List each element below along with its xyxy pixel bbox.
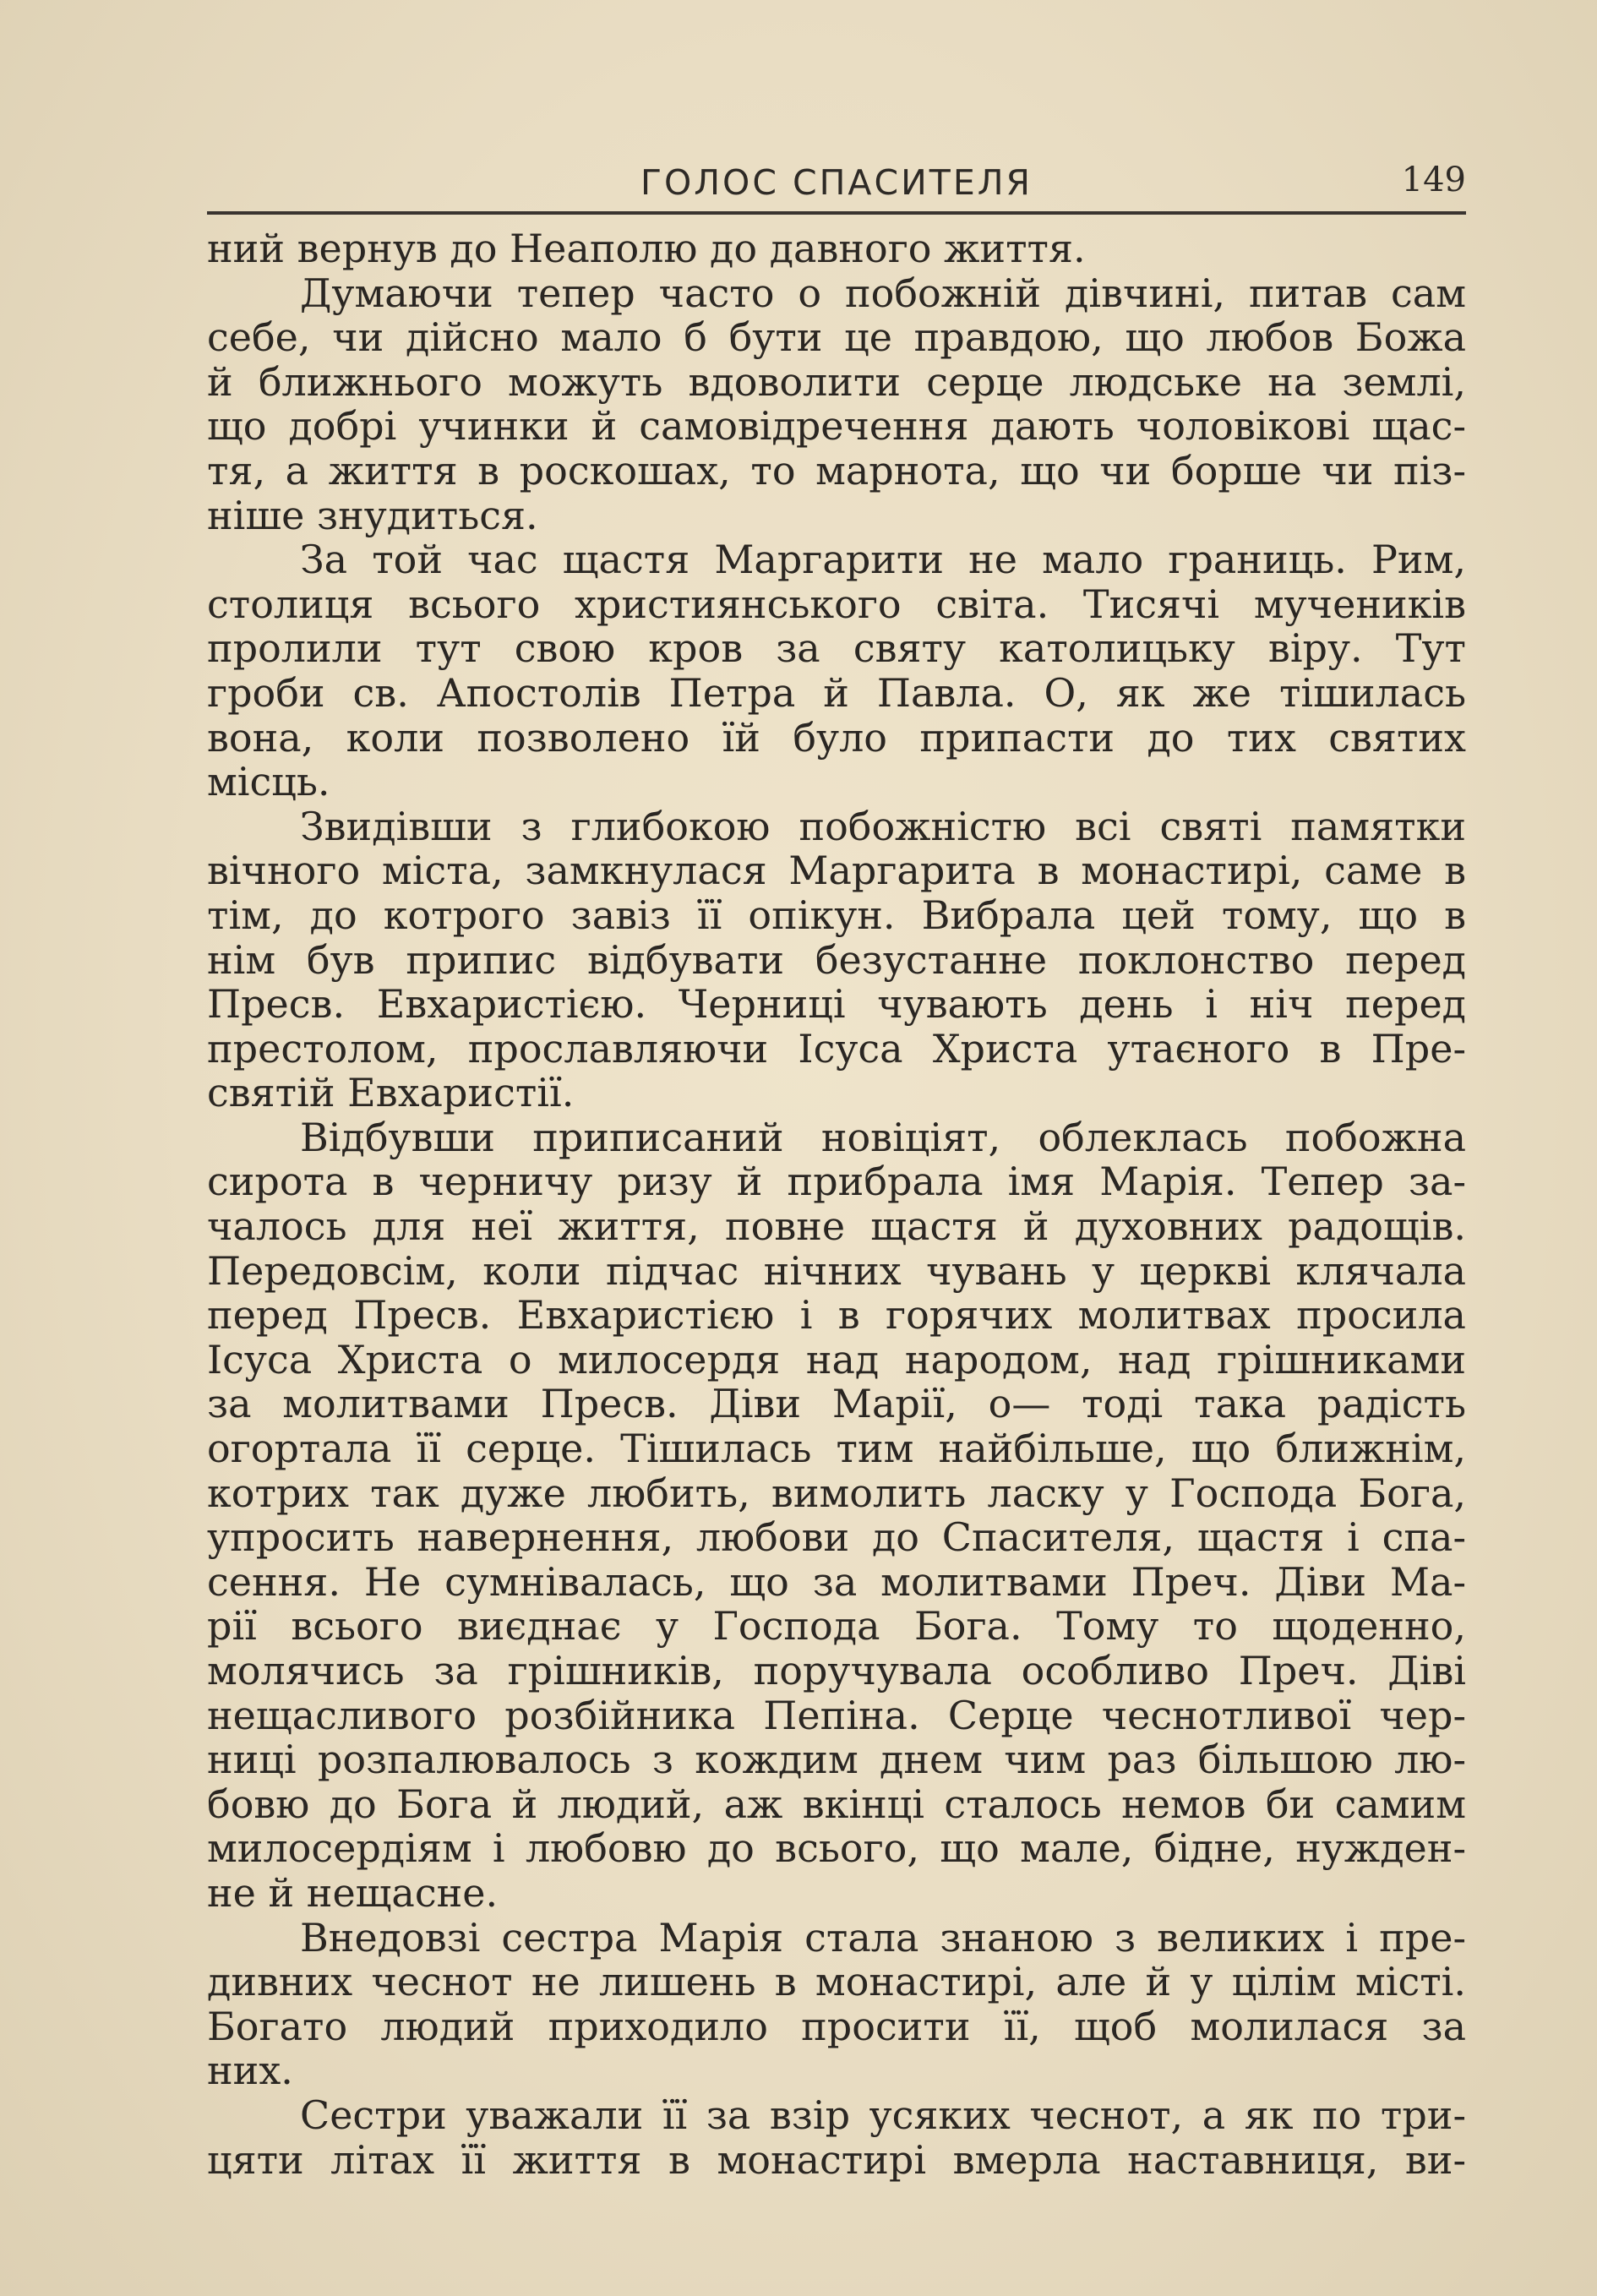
text-line: вічного міста, замкнулася Маргарита в монастирі, саме в	[207, 848, 1466, 894]
text-line: столиця всього християнського світа. Тисячі мучеників	[207, 581, 1466, 627]
page-header	[207, 152, 1466, 215]
text-line: цяти літах її життя в монастирі вмерла наставниця, ви-	[207, 2136, 1466, 2183]
text-line: сирота в черничу ризу й прибрала імя Марія. Тепер за-	[207, 1159, 1466, 1205]
text-line: бовю до Бога й людий, аж вкінці сталось немов би самим	[207, 1781, 1466, 1827]
text-line: Ісуса Христа о милосердя над народом, над грішниками	[207, 1336, 1466, 1383]
text-line: тім, до котрого завіз її опікун. Вибрала цей тому, що в	[207, 892, 1466, 938]
text-line: огортала її серце. Тішилась тим найбільше, що ближнім,	[207, 1426, 1466, 1472]
text-line: молячись за грішників, поручувала особливо Преч. Діві	[207, 1648, 1466, 1693]
text-line: що добрі учинки й самовідречення дають чоловікові щас-	[207, 403, 1466, 450]
body-text	[207, 226, 1466, 2182]
running-title: ГОЛОС СПАСИТЕЛЯ	[640, 162, 1033, 203]
text-line: Пресв. Евхаристією. Черниці чувають день і ніч перед	[207, 981, 1466, 1028]
text-line: дивних чеснот не лишень в монастирі, але й у цілім місті.	[207, 1959, 1466, 2005]
text-line: гроби св. Апостолів Петра й Павла. О, як же тішилась	[207, 669, 1466, 716]
text-line: Внедовзі сестра Марія стала знаною з великих і пре-	[300, 1914, 1466, 1961]
text-line: Відбувши приписаний новіціят, облеклась побожна	[300, 1114, 1466, 1160]
text-line: ний вернув до Неаполю до давного життя.	[207, 226, 1086, 271]
text-line: упросить навернення, любови до Спасителя, щастя і спа-	[207, 1514, 1466, 1561]
text-line: престолом, прославляючи Ісуса Христа утаєного в Пре-	[207, 1025, 1466, 1072]
text-line: ніше знудиться.	[207, 492, 538, 538]
text-line: святій Евхаристії.	[207, 1070, 575, 1116]
text-line: й ближнього можуть вдоволити серце людське на землі,	[207, 358, 1466, 405]
text-line: перед Пресв. Евхаристією і в горячих молитвах просила	[207, 1292, 1466, 1339]
text-line: тя, а життя в роскошах, то марнота, що чи борше чи піз-	[207, 447, 1466, 494]
text-line: не й нещасне.	[207, 1869, 499, 1916]
text-line: Передовсім, коли підчас нічних чувань у церкві клячала	[207, 1247, 1466, 1294]
text-line: Звидівши з глибокою побожністю всі святі памятки	[300, 803, 1466, 849]
text-line: чалось для неї життя, повне щастя й духовних радощів.	[207, 1203, 1466, 1250]
text-line: Думаючи тепер часто о побожній дівчині, питав сам	[300, 270, 1466, 316]
text-line: Богато людий приходило просити її, щоб молилася за	[207, 2003, 1466, 2049]
page-number: 149	[1401, 161, 1466, 199]
text-line: себе, чи дійсно мало б бути це правдою, що любов Божа	[207, 314, 1466, 361]
text-line: нещасливого розбійника Пепіна. Серце чеснотливої чер-	[207, 1692, 1466, 1738]
text-line: за молитвами Пресв. Діви Марії, о— тоді така радість	[207, 1381, 1466, 1427]
text-line: сення. Не сумнівалась, що за молитвами Преч. Діви Ма-	[207, 1558, 1466, 1605]
text-line: рії всього виєднає у Господа Бога. Тому то щоденно,	[207, 1603, 1466, 1650]
text-line: За той час щастя Маргарити не мало границь. Рим,	[300, 537, 1466, 583]
text-line: милосердіям і любовю до всього, що мале, бідне, нужден-	[207, 1825, 1466, 1872]
text-line: пролили тут свою кров за святу католицьку віру. Тут	[207, 625, 1466, 672]
text-line: них.	[207, 2048, 293, 2094]
text-line: ниці розпалювалось з кождим днем чим раз більшою лю-	[207, 1737, 1466, 1783]
text-line: вона, коли позволено їй було припасти до тих святих	[207, 714, 1466, 761]
text-line: Сестри уважали її за взір усяких чеснот, а як по три-	[300, 2091, 1466, 2138]
text-line: нім був припис відбувати безустанне поклонство перед	[207, 936, 1466, 983]
text-line: місць.	[207, 759, 330, 805]
text-line: котрих так дуже любить, вимолить ласку у Господа Бога,	[207, 1470, 1466, 1516]
